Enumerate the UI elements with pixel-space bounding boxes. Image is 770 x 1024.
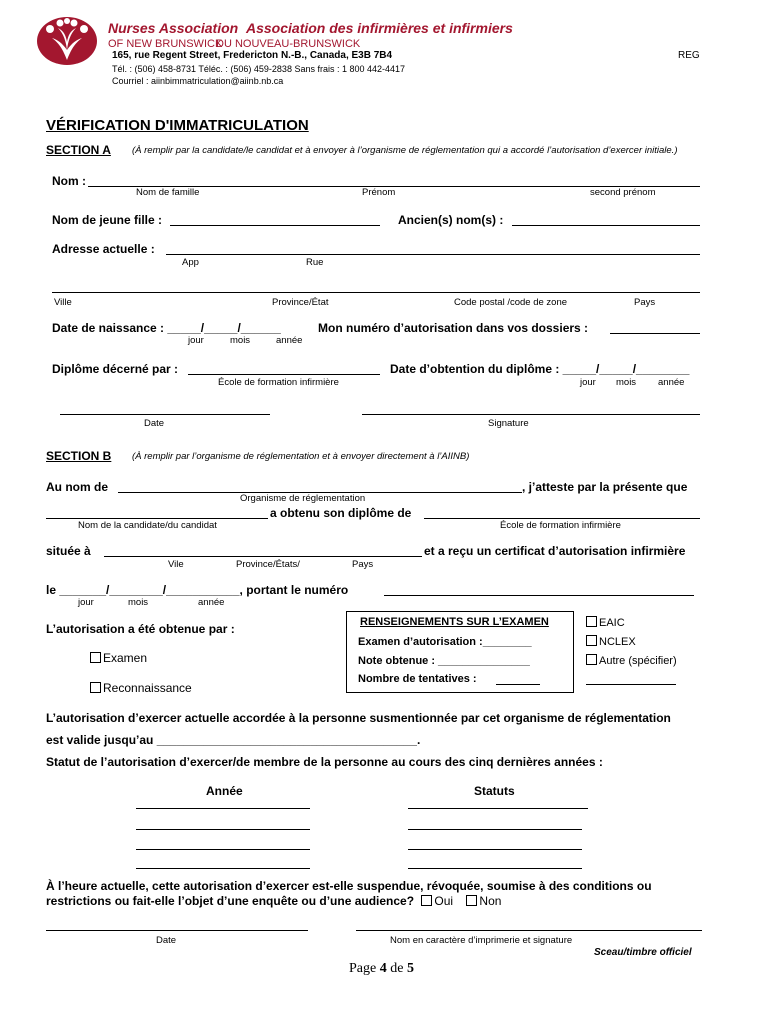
question-text-1: À l’heure actuelle, cette autorisation d’exercer est-elle suspendue, révoquée, soumise à des conditions ou: [46, 879, 652, 893]
statuts-column-header: Statuts: [474, 784, 515, 798]
ecole-b-field[interactable]: [424, 518, 700, 519]
examen-autorisation-field[interactable]: Examen d’autorisation :________: [358, 636, 532, 648]
question-text-2-label: restrictions ou fait-elle l’objet d’une enquête ou d’une audience?: [46, 894, 415, 908]
oui-checkbox[interactable]: [421, 895, 432, 906]
obt-jour-caption: jour: [580, 377, 596, 388]
non-option[interactable]: [466, 894, 501, 908]
org-name-fr: Association des infirmières et infirmiers: [246, 20, 513, 36]
autre-field[interactable]: [586, 684, 676, 685]
ville-caption: Ville: [54, 297, 72, 308]
valide-text-1: L’autorisation d’exercer actuelle accordée à la personne susmentionnée par cet organisme de réglementation: [46, 711, 671, 725]
org-email: Courriel : aiinbimmatriculation@aiinb.nb.ca: [112, 76, 284, 86]
code-postal-caption: Code postal /code de zone: [454, 297, 568, 308]
diplome-label: Diplôme décerné par :: [52, 362, 179, 376]
page-total: 5: [406, 961, 414, 976]
eaic-label: EAIC: [599, 617, 625, 629]
valide-text-2[interactable]: est valide jusqu’au _______________________________________.: [46, 733, 421, 747]
org-sub-fr: DU NOUVEAU-BRUNSWICK: [216, 38, 361, 50]
obt-annee-caption: année: [658, 377, 685, 388]
nom-candidat-field[interactable]: [46, 518, 268, 519]
examen-option[interactable]: [90, 651, 147, 665]
tentatives-label: Nombre de tentatives :: [358, 673, 477, 685]
statuts-field-1[interactable]: [408, 808, 588, 809]
recu-text: et a reçu un certificat d’autorisation infirmière: [424, 544, 686, 558]
le-annee-caption: année: [198, 597, 225, 608]
reconnaissance-label: Reconnaissance: [103, 681, 192, 695]
le-jour-caption: jour: [78, 597, 94, 608]
pays-b-caption: Pays: [352, 559, 374, 570]
adresse-field-2[interactable]: [52, 292, 700, 293]
page-de: de: [390, 961, 404, 976]
eaic-checkbox[interactable]: [586, 616, 597, 627]
annee-field-4[interactable]: [136, 868, 310, 869]
nom-famille-caption: Nom de famille: [136, 187, 200, 198]
nclex-option[interactable]: [586, 635, 636, 648]
situee-field[interactable]: [104, 556, 422, 557]
statut-text: Statut de l’autorisation d’exercer/de membre de la personne au cours des cinq dernières années :: [46, 755, 603, 769]
non-checkbox[interactable]: [466, 895, 477, 906]
association-logo: [36, 14, 98, 66]
section-a-heading: SECTION A: [46, 143, 111, 157]
reconnaissance-checkbox[interactable]: [90, 682, 101, 693]
province-caption: Province/État: [272, 297, 329, 308]
org-phones: Tél. : (506) 458-8731 Téléc. : (506) 459-2838 Sans frais : 1 800 442-4417: [112, 64, 406, 74]
signature-caption: Signature: [488, 418, 529, 429]
exam-box-title: RENSEIGNEMENTS SUR L’EXAMEN: [360, 616, 549, 628]
nom-label: Nom :: [52, 174, 86, 188]
prenom-caption: Prénom: [362, 187, 396, 198]
nom-imprimerie-field[interactable]: [356, 930, 702, 931]
pays-caption: Pays: [634, 297, 656, 308]
org-address: 165, rue Regent Street, Fredericton N.-B., Canada, E3B 7B4: [112, 50, 393, 61]
reg-code: REG: [678, 50, 700, 61]
diplome-field[interactable]: [188, 374, 380, 375]
adresse-field[interactable]: [166, 254, 700, 255]
jour-caption: jour: [188, 335, 204, 346]
nclex-checkbox[interactable]: [586, 635, 597, 646]
statuts-field-3[interactable]: [408, 849, 582, 850]
non-label: Non: [479, 894, 502, 908]
jeune-fille-label: Nom de jeune fille :: [52, 213, 163, 227]
examen-checkbox[interactable]: [90, 652, 101, 663]
oui-option[interactable]: [421, 894, 453, 908]
section-b-note: (À remplir par l’organisme de réglementation et à envoyer directement à l’AIINB): [132, 451, 470, 462]
examen-label: Examen: [103, 651, 148, 665]
date-b-field[interactable]: [46, 930, 308, 931]
reconnaissance-option[interactable]: [90, 681, 192, 695]
page-current: 4: [379, 961, 387, 976]
ville-b-caption: Vile: [168, 559, 184, 570]
org-sub-en: OF NEW BRUNSWICK: [108, 38, 223, 50]
date-b-caption: Date: [156, 935, 177, 946]
autre-checkbox[interactable]: [586, 654, 597, 665]
date-obtention-label: Date d’obtention du diplôme : _____/_____/________: [390, 362, 690, 376]
mois-caption: mois: [230, 335, 251, 346]
numero-field[interactable]: [384, 595, 694, 596]
eaic-option[interactable]: [586, 616, 625, 629]
num-autorisation-label: Mon numéro d’autorisation dans vos dossiers :: [318, 321, 589, 335]
anciens-noms-field[interactable]: [512, 225, 700, 226]
second-prenom-caption: second prénom: [590, 187, 656, 198]
organisme-caption: Organisme de réglementation: [240, 493, 366, 504]
oui-label: Oui: [434, 894, 454, 908]
annee-caption: année: [276, 335, 303, 346]
num-autorisation-field[interactable]: [610, 333, 700, 334]
ecole-caption: École de formation infirmière: [218, 377, 339, 388]
date-field[interactable]: [60, 414, 270, 415]
autre-option[interactable]: [586, 654, 677, 667]
annee-column-header: Année: [206, 784, 243, 798]
statuts-field-4[interactable]: [408, 868, 582, 869]
annee-field-2[interactable]: [136, 829, 310, 830]
atteste-text: , j’atteste par la présente que: [522, 480, 688, 494]
obtenue-par-label: L’autorisation a été obtenue par :: [46, 622, 235, 636]
rue-caption: Rue: [306, 257, 324, 268]
autre-label: Autre (spécifier): [599, 655, 677, 667]
nom-candidat-caption: Nom de la candidate/du candidat: [78, 520, 217, 531]
obtenu-text: a obtenu son diplôme de: [270, 506, 412, 520]
section-b-heading: SECTION B: [46, 449, 112, 463]
annee-field-1[interactable]: [136, 808, 310, 809]
org-name-en: Nurses Association: [108, 20, 239, 36]
page-number: [349, 961, 414, 977]
au-nom-de-label: Au nom de: [46, 480, 108, 494]
jeune-fille-field[interactable]: [170, 225, 380, 226]
date-caption: Date: [144, 418, 165, 429]
sceau-caption: Sceau/timbre officiel: [594, 947, 692, 958]
note-obtenue-field[interactable]: Note obtenue : _______________: [358, 655, 530, 667]
obt-mois-caption: mois: [616, 377, 637, 388]
app-caption: App: [182, 257, 199, 268]
le-date-label: le _______/________/___________, portant le numéro: [46, 583, 349, 597]
nom-imprimerie-caption: Nom en caractère d’imprimerie et signature: [390, 935, 573, 946]
date-naissance-label: Date de naissance : _____/_____/______: [52, 321, 281, 335]
ecole-b-caption: École de formation infirmière: [500, 520, 621, 531]
situee-label: située à: [46, 544, 91, 558]
question-text-2: [46, 894, 501, 908]
nclex-label: NCLEX: [599, 636, 636, 648]
statuts-field-2[interactable]: [408, 829, 582, 830]
adresse-label: Adresse actuelle :: [52, 242, 155, 256]
provinces-b-caption: Province/États/: [236, 559, 300, 570]
page-prefix: Page: [349, 961, 377, 976]
anciens-noms-label: Ancien(s) nom(s) :: [398, 213, 504, 227]
page-title: VÉRIFICATION D'IMMATRICULATION: [46, 117, 309, 134]
section-a-note: (À remplir par la candidate/le candidat et à envoyer à l’organisme de réglementation qui a accordé l’autorisation d’exercer initiale.): [132, 145, 678, 156]
signature-field[interactable]: [362, 414, 700, 415]
annee-field-3[interactable]: [136, 849, 310, 850]
tentatives-field[interactable]: [496, 684, 540, 685]
le-mois-caption: mois: [128, 597, 149, 608]
